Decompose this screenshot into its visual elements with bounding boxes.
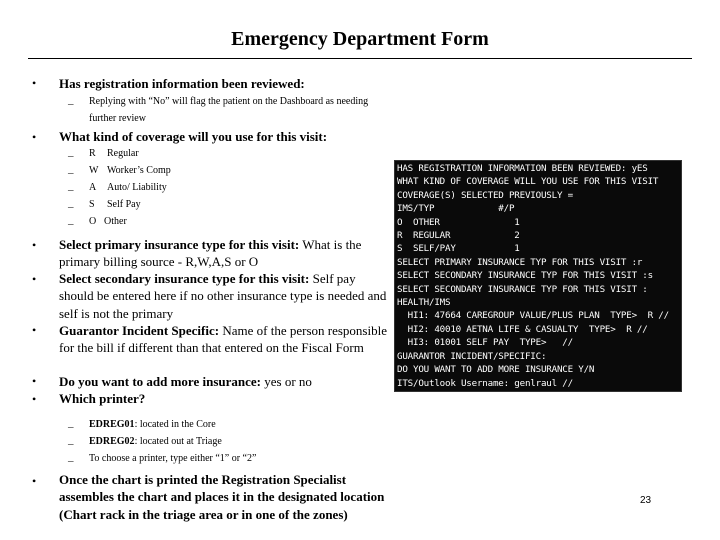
primary-insurance-label: Select primary insurance type for this visit: [59, 237, 300, 252]
registration-question: Has registration information been reviewed: [59, 76, 305, 91]
bullet-marker: • [32, 474, 37, 488]
coverage-option-label: Other [104, 216, 127, 227]
page-number: 23 [640, 495, 652, 506]
terminal-line: HI1: 47664 CAREGROUP VALUE/PLUS PLAN TYPE> R // [397, 310, 669, 322]
bullet-marker: • [32, 374, 37, 388]
dash-marker: – [68, 98, 74, 110]
printer-option-location: : located in the Core [134, 419, 216, 430]
dash-marker: – [68, 421, 74, 433]
more-insurance-label: Do you want to add more insurance: [59, 374, 261, 389]
terminal-line: HAS REGISTRATION INFORMATION BEEN REVIEWED: yES [397, 163, 648, 174]
more-insurance-item [59, 373, 391, 390]
terminal-line: SELECT SECONDARY INSURANCE TYP FOR THIS VISIT :s [397, 270, 653, 282]
coverage-option-code: A [89, 182, 97, 193]
registration-note: Replying with “No” will flag the patient on the Dashboard as needing further review [89, 96, 369, 124]
terminal-line: ITS/Outlook Password: [397, 390, 509, 402]
guarantor-label: Guarantor Incident Specific: [59, 323, 220, 338]
terminal-line: GUARANTOR INCIDENT/SPECIFIC: [397, 350, 547, 362]
title-divider [28, 58, 692, 59]
bullet-marker: • [32, 76, 37, 90]
terminal-line: HI3: 01001 SELF PAY TYPE> // [397, 337, 573, 349]
primary-insurance-desc: What is the primary billing source - R,W,A,S or O [59, 237, 362, 270]
bullet-marker: • [32, 272, 37, 286]
coverage-option-code: S [89, 199, 95, 210]
terminal-line: S SELF/PAY 1 [397, 243, 520, 255]
printer-option [89, 417, 216, 434]
bullet-marker: • [32, 392, 37, 406]
terminal-line: O OTHER 1 [397, 216, 520, 228]
terminal-line: WHAT KIND OF COVERAGE WILL YOU USE FOR THIS VISIT [397, 176, 659, 188]
terminal-line: HI2: 40010 AETNA LIFE & CASUALTY TYPE> R // [397, 323, 648, 335]
coverage-option-code: W [89, 165, 99, 176]
dash-marker: – [68, 438, 74, 450]
chart-assembly-note: Once the chart is printed the Registration Specialist assembles the chart and places it in the designated location (Chart rack in the triage area or in one of the zones) [59, 472, 385, 522]
dash-marker: – [68, 184, 74, 196]
printer-question: Which printer? [59, 391, 146, 406]
bullet-marker: • [32, 323, 37, 337]
more-insurance-desc: yes or no [264, 374, 312, 389]
terminal-line: SELECT PRIMARY INSURANCE TYP FOR THIS VISIT :r [397, 256, 643, 268]
secondary-insurance-label: Select secondary insurance type for this visit: [59, 271, 310, 286]
printer-option-location: : located out at Triage [134, 436, 222, 447]
terminal-line: DO YOU WANT TO ADD MORE INSURANCE Y/N [397, 364, 595, 376]
terminal-line: COVERAGE(S) SELECTED PREVIOUSLY = [397, 189, 573, 201]
coverage-option-label: Self Pay [107, 199, 141, 210]
coverage-option-label: Regular [107, 148, 139, 159]
primary-insurance-item [59, 236, 391, 271]
terminal-line: R REGULAR 2 [397, 230, 520, 242]
terminal-screenshot [394, 160, 682, 402]
guarantor-desc: Name of the person responsible for the bill if different than that entered on the Fiscal Form [59, 323, 387, 356]
terminal-line: HEALTH/IMS [397, 297, 451, 309]
coverage-option-code: O [89, 216, 97, 227]
coverage-option-label: Auto/ Liability [107, 182, 167, 193]
bullet-marker: • [32, 130, 37, 144]
guarantor-item [59, 322, 389, 357]
terminal-line: SELECT SECONDARY INSURANCE TYP FOR THIS VISIT : [397, 283, 648, 295]
printer-option [89, 434, 222, 451]
bullet-marker: • [32, 238, 37, 252]
coverage-question: What kind of coverage will you use for this visit: [59, 129, 328, 144]
printer-option-name: EDREG01 [89, 419, 135, 430]
dash-marker: – [68, 201, 74, 213]
coverage-option-label: Worker’s Comp [107, 165, 171, 176]
page-title: Emergency Department Form [231, 28, 489, 50]
dash-marker: – [68, 455, 74, 467]
terminal-line: ITS/Outlook Username: genlraul // [397, 377, 573, 389]
secondary-insurance-desc: Self pay should be entered here if no other insurance type is needed and self is not the primary [59, 271, 387, 321]
dash-marker: – [68, 150, 74, 162]
terminal-line: IMS/TYP #/P [397, 203, 515, 215]
printer-instruction: To choose a printer, type either “1” or “2” [89, 453, 257, 464]
dash-marker: – [68, 167, 74, 179]
secondary-insurance-item [59, 270, 391, 322]
printer-option-name: EDREG02 [89, 436, 135, 447]
dash-marker: – [68, 218, 74, 230]
coverage-option-code: R [89, 148, 96, 159]
